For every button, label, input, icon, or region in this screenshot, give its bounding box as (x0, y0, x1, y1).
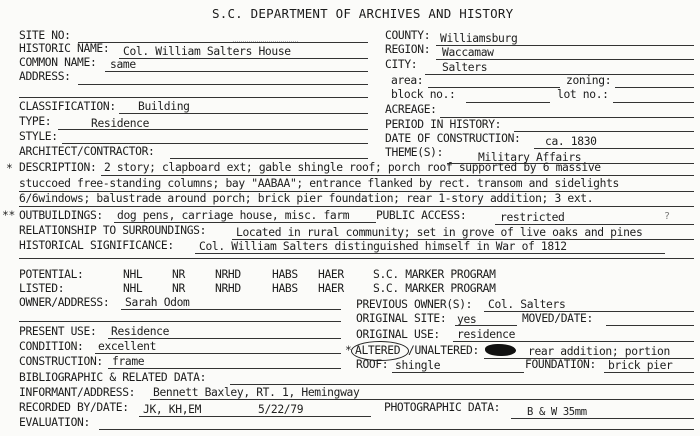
region-value[interactable]: Waccamaw (442, 46, 494, 59)
original-site-label: ORIGINAL SITE: (356, 312, 447, 325)
region-line (436, 59, 694, 60)
present-use-value[interactable]: Residence (111, 325, 170, 338)
classification-value[interactable]: Building (138, 100, 190, 113)
roof-line (392, 372, 524, 373)
historic-name-label: HISTORIC NAME: (19, 42, 110, 55)
classification-line (119, 113, 368, 114)
style-line (62, 143, 368, 144)
owner-line-2 (19, 321, 341, 322)
informant-label: INFORMANT/ADDRESS: (19, 386, 136, 399)
owner-label: OWNER/ADDRESS: (19, 296, 110, 309)
construction-line (108, 368, 341, 369)
common-name-label: COMMON NAME: (19, 56, 97, 69)
date-construction-label: DATE OF CONSTRUCTION: (385, 132, 521, 145)
foundation-value[interactable]: brick pier (608, 359, 673, 372)
public-access-line (495, 224, 694, 225)
altered-marker: * (345, 344, 352, 357)
bibliographic-line (230, 384, 694, 385)
date-construction-value[interactable]: ca. 1830 (545, 135, 597, 148)
site-no-label: SITE NO: (19, 29, 71, 42)
site-no-line (78, 42, 368, 43)
moved-date-line (606, 325, 694, 326)
description-label: DESCRIPTION: (19, 161, 97, 174)
historic-name-value[interactable]: Col. William Salters House (123, 45, 291, 58)
previous-owner-value[interactable]: Col. Salters (488, 298, 566, 311)
present-use-line (108, 338, 341, 339)
zoning-line (615, 87, 694, 88)
potential-nrhd[interactable]: NRHD (215, 268, 241, 281)
description-rule-1 (101, 175, 694, 176)
condition-line (95, 353, 341, 354)
listed-haer[interactable]: HAER (318, 282, 344, 295)
owner-value[interactable]: Sarah Odom (125, 296, 190, 309)
listed-habs[interactable]: HABS (272, 282, 298, 295)
foundation-line (604, 372, 694, 373)
city-value[interactable]: Salters (442, 61, 488, 74)
significance-line-2 (19, 258, 694, 259)
common-name-value[interactable]: same (110, 58, 136, 71)
historic-name-line (119, 58, 368, 59)
county-value[interactable]: Williamsburg (440, 32, 518, 45)
construction-value[interactable]: frame (112, 355, 145, 368)
city-label: CITY: (385, 58, 418, 71)
style-label: STYLE: (19, 130, 58, 143)
construction-label: CONSTRUCTION: (19, 355, 103, 368)
date-construction-line (534, 148, 694, 149)
present-use-label: PRESENT USE: (19, 325, 97, 338)
recorded-by-value[interactable]: JK, KH,EM (143, 403, 202, 416)
address-label: ADDRESS: (19, 70, 71, 83)
description-line-2[interactable]: stuccoed free-standing columns; bay "AABAA"; entrance flanked by rect. transom and sidelights (19, 177, 619, 190)
lot-line (613, 102, 694, 103)
potential-nr[interactable]: NR (172, 268, 185, 281)
address-line-2 (19, 97, 368, 98)
original-use-line (453, 341, 694, 342)
unaltered-label[interactable]: /UNALTERED: (408, 344, 479, 357)
informant-value[interactable]: Bennett Baxley, RT. 1, Hemingway (153, 386, 360, 399)
original-use-label: ORIGINAL USE: (356, 328, 440, 341)
recorded-date-value[interactable]: 5/22/79 (258, 403, 304, 416)
evaluation-line (99, 429, 694, 430)
bibliographic-label: BIBLIOGRAPHIC & RELATED DATA: (19, 371, 207, 384)
form-title: S.C. DEPARTMENT OF ARCHIVES AND HISTORY (212, 6, 514, 21)
listed-nr[interactable]: NR (172, 282, 185, 295)
altered-value[interactable]: rear addition; portion (528, 345, 670, 358)
potential-label: POTENTIAL: (19, 268, 84, 281)
architect-line (170, 158, 368, 159)
relationship-value[interactable]: Located in rural community; set in grove of live oaks and pines (236, 226, 643, 239)
potential-haer[interactable]: HAER (318, 268, 344, 281)
photographic-line (511, 418, 694, 419)
significance-line (195, 253, 665, 254)
public-access-value[interactable]: restricted (500, 211, 565, 224)
county-label: COUNTY: (385, 29, 431, 42)
relationship-label: RELATIONSHIP TO SURROUNDINGS: (19, 224, 207, 237)
significance-label: HISTORICAL SIGNIFICANCE: (19, 239, 174, 252)
listed-nhl[interactable]: NHL (123, 282, 143, 295)
lot-label: lot no.: (557, 88, 609, 101)
period-label: PERIOD IN HISTORY: (385, 118, 502, 131)
original-use-value[interactable]: residence (457, 328, 516, 341)
city-line (425, 74, 694, 75)
potential-nhl[interactable]: NHL (123, 268, 143, 281)
original-site-value[interactable]: yes (457, 313, 477, 326)
description-line-1[interactable]: 2 story; clapboard ext; gable shingle roof; porch roof supported by 6 massive (104, 161, 601, 174)
theme-value[interactable]: Military Affairs (478, 151, 582, 164)
zoning-label: zoning: (566, 74, 612, 87)
architect-label: ARCHITECT/CONTRACTOR: (19, 145, 155, 158)
common-name-line (105, 71, 368, 72)
type-value[interactable]: Residence (91, 117, 150, 130)
evaluation-label: EVALUATION: (19, 416, 90, 429)
address-line-1 (78, 84, 368, 85)
significance-value[interactable]: Col. William Salters distinguished himself in War of 1812 (199, 240, 567, 253)
foundation-label: FOUNDATION: (525, 358, 596, 371)
outbuildings-value[interactable]: dog pens, carriage house, misc. farm (117, 209, 350, 222)
roof-label: ROOF: (356, 358, 389, 371)
region-label: REGION: (385, 43, 431, 56)
site-no-faint (233, 41, 298, 42)
outbuildings-line (114, 222, 376, 223)
informant-line (150, 399, 694, 400)
potential-sc-marker[interactable]: S.C. MARKER PROGRAM (373, 268, 496, 281)
photographic-value[interactable]: B & W 35mm (527, 406, 587, 418)
type-line (58, 129, 368, 130)
condition-label: CONDITION: (19, 340, 84, 353)
previous-owner-label: PREVIOUS OWNER(S): (356, 298, 473, 311)
potential-habs[interactable]: HABS (272, 268, 298, 281)
outbuildings-label: OUTBUILDINGS: (19, 209, 103, 222)
type-label: TYPE: (19, 115, 52, 128)
moved-date-label: MOVED/DATE: (522, 312, 593, 325)
block-label: block no.: (391, 88, 456, 101)
listed-nrhd[interactable]: NRHD (215, 282, 241, 295)
listed-label: LISTED: (19, 282, 65, 295)
listed-sc-marker[interactable]: S.C. MARKER PROGRAM (373, 282, 496, 295)
original-site-line (455, 325, 517, 326)
redaction-blot (485, 344, 516, 356)
classification-label: CLASSIFICATION: (19, 100, 116, 113)
condition-value[interactable]: excellent (98, 340, 157, 353)
margin-mark: ? (664, 211, 670, 222)
outbuildings-marker: ** (2, 209, 15, 222)
public-access-label: PUBLIC ACCESS: (376, 209, 467, 222)
period-line (514, 131, 694, 132)
recorded-by-label: RECORDED BY/DATE: (19, 401, 129, 414)
block-line (466, 102, 550, 103)
owner-line (121, 309, 341, 310)
altered-label[interactable]: ALTERED (355, 344, 401, 357)
area-label: area: (391, 74, 424, 87)
recorded-by-line (139, 416, 371, 417)
photographic-label: PHOTOGRAPHIC DATA: (384, 401, 501, 414)
description-rule-3 (19, 206, 694, 207)
theme-label: THEME(S): (385, 146, 444, 159)
roof-value[interactable]: shingle (395, 359, 441, 372)
acreage-label: ACREAGE: (385, 103, 437, 116)
description-line-3[interactable]: 6/6windows; balustrade around porch; brick pier foundation; rear 1-story addition; 3 ext. (19, 192, 594, 205)
description-marker: * (6, 162, 13, 175)
